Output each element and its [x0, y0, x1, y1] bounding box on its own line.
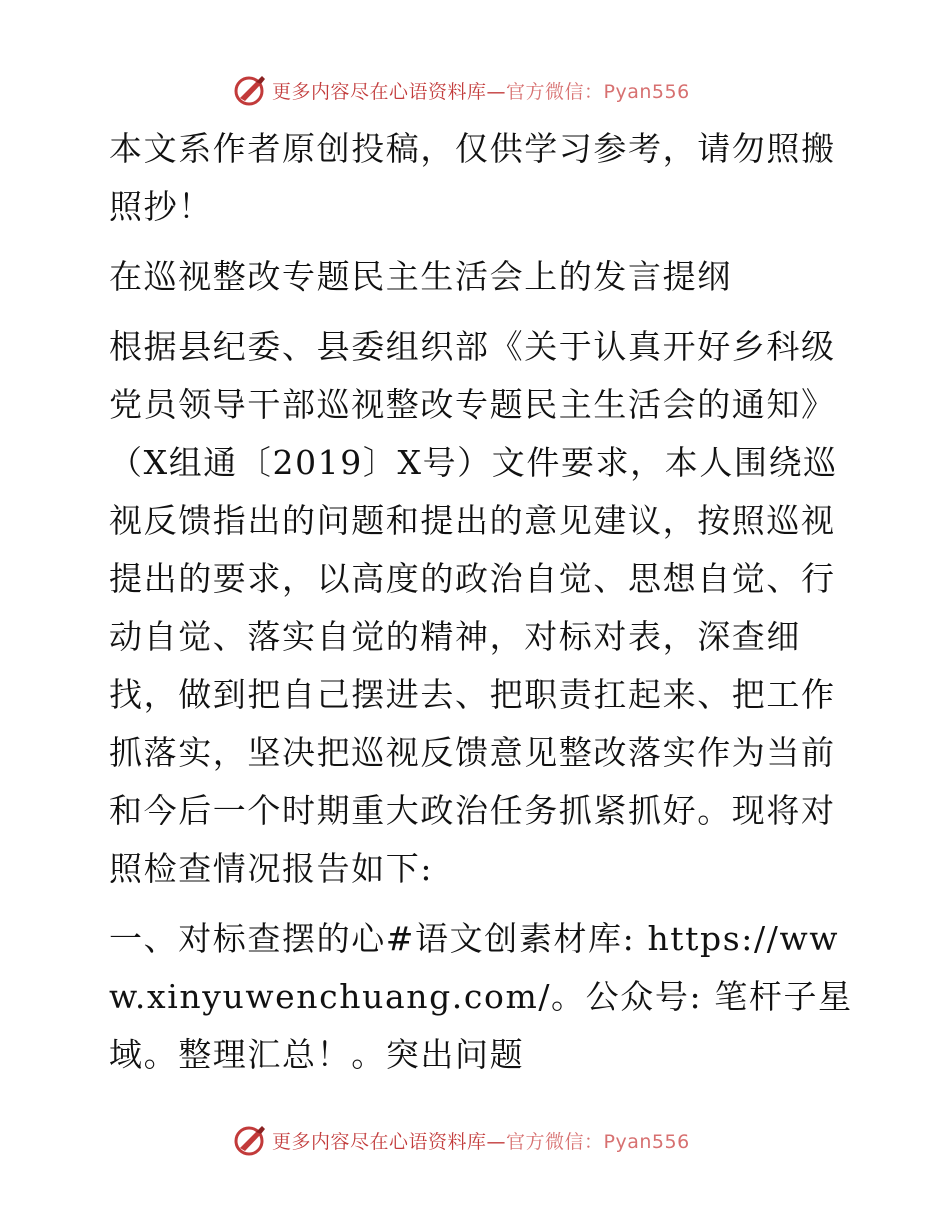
document-body	[97, 120, 857, 1084]
pen-circle-logo-icon	[232, 72, 268, 108]
pen-circle-logo-icon	[232, 1122, 268, 1158]
header-watermark-banner	[232, 70, 690, 110]
section-heading: 一、对标查摆的心#语文创素材库: https://www.xinyuwenchuang.com/。公众号: 笔杆子星域。整理汇总！。突出问题	[109, 919, 853, 1074]
copyright-notice: 本文系作者原创投稿，仅供学习参考，请勿照搬照抄！	[109, 129, 836, 226]
footer-watermark-banner	[232, 1120, 690, 1160]
document-title: 在巡视整改专题民主生活会上的发言提纲	[109, 257, 732, 296]
watermark-text: 更多内容尽在心语资料库—官方微信：Pyan556	[272, 80, 690, 103]
watermark-text: 更多内容尽在心语资料库—官方微信：Pyan556	[272, 1130, 690, 1153]
body-paragraph: 根据县纪委、县委组织部《关于认真开好乡科级党员领导干部巡视整改专题民主生活会的通知》（X组通〔2019〕X号）文件要求，本人围绕巡视反馈指出的问题和提出的意见建议，按照巡视提出的要求，以高度的政治自觉、思想自觉、行动自觉、落实自觉的精神，对标对表，深查细找，做到把自己摆进去、把职责扛起来、把工作抓落实，坚决把巡视反馈意见整改落实作为当前和今后一个时期重大政治任务抓紧抓好。现将对照检查情况报告如下:	[109, 327, 838, 888]
